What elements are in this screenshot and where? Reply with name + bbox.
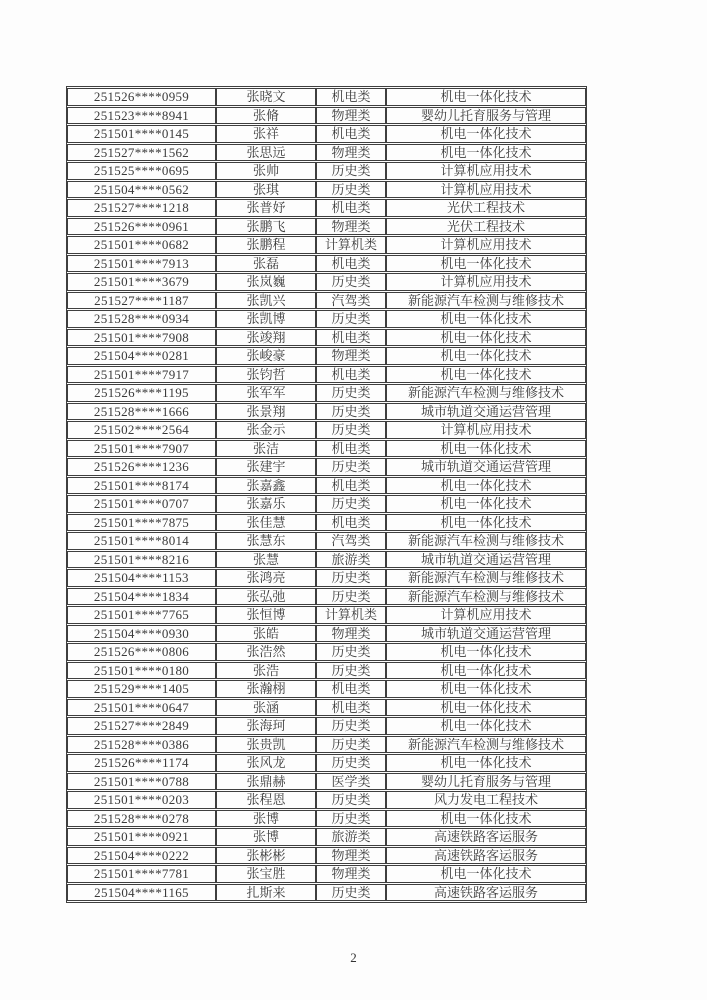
category-cell: 历史类 [316, 717, 386, 735]
candidate-id-cell: 251525****0695 [67, 162, 216, 180]
candidate-name-cell: 张涵 [216, 699, 316, 717]
major-cell: 机电一体化技术 [386, 495, 586, 513]
candidate-name-cell: 张慧东 [216, 532, 316, 550]
table-row [67, 384, 586, 402]
candidate-name-cell: 张凯博 [216, 310, 316, 328]
table-row [67, 366, 586, 384]
major-cell: 婴幼儿托育服务与管理 [386, 107, 586, 125]
major-cell: 机电一体化技术 [386, 310, 586, 328]
major-cell: 机电一体化技术 [386, 88, 586, 106]
candidate-name-cell: 张帅 [216, 162, 316, 180]
category-cell: 物理类 [316, 865, 386, 883]
candidate-id-cell: 251501****8014 [67, 532, 216, 550]
major-cell: 计算机应用技术 [386, 421, 586, 439]
candidate-id-cell: 251501****0203 [67, 791, 216, 809]
table-row [67, 347, 586, 365]
category-cell: 机电类 [316, 199, 386, 217]
table-row [67, 125, 586, 143]
category-cell: 机电类 [316, 514, 386, 532]
table-row [67, 181, 586, 199]
major-cell: 机电一体化技术 [386, 810, 586, 828]
table-row [67, 606, 586, 624]
candidate-name-cell: 张浩然 [216, 643, 316, 661]
table-row [67, 88, 586, 106]
major-cell: 新能源汽车检测与维修技术 [386, 569, 586, 587]
candidate-name-cell: 张佳慧 [216, 514, 316, 532]
major-cell: 高速铁路客运服务 [386, 884, 586, 902]
category-cell: 历史类 [316, 403, 386, 421]
candidate-name-cell: 张建宇 [216, 458, 316, 476]
candidate-id-cell: 251501****7875 [67, 514, 216, 532]
major-cell: 机电一体化技术 [386, 699, 586, 717]
major-cell: 机电一体化技术 [386, 680, 586, 698]
candidate-id-cell: 251501****0180 [67, 662, 216, 680]
category-cell: 机电类 [316, 125, 386, 143]
category-cell: 历史类 [316, 458, 386, 476]
candidate-name-cell: 张普妤 [216, 199, 316, 217]
table-row [67, 791, 586, 809]
major-cell: 机电一体化技术 [386, 125, 586, 143]
candidate-id-cell: 251502****2564 [67, 421, 216, 439]
table-row [67, 551, 586, 569]
major-cell: 机电一体化技术 [386, 329, 586, 347]
major-cell: 计算机应用技术 [386, 181, 586, 199]
major-cell: 新能源汽车检测与维修技术 [386, 588, 586, 606]
major-cell: 机电一体化技术 [386, 366, 586, 384]
candidate-id-cell: 251501****7907 [67, 440, 216, 458]
candidate-name-cell: 张洁 [216, 440, 316, 458]
major-cell: 机电一体化技术 [386, 440, 586, 458]
candidate-name-cell: 张竣翔 [216, 329, 316, 347]
major-cell: 计算机应用技术 [386, 162, 586, 180]
candidate-id-cell: 251523****8941 [67, 107, 216, 125]
candidate-name-cell: 张鹏飞 [216, 218, 316, 236]
table-row [67, 107, 586, 125]
category-cell: 历史类 [316, 181, 386, 199]
major-cell: 计算机应用技术 [386, 236, 586, 254]
candidate-name-cell: 张鼎赫 [216, 773, 316, 791]
candidate-name-cell: 张峻豪 [216, 347, 316, 365]
candidate-name-cell: 张贵凯 [216, 736, 316, 754]
category-cell: 机电类 [316, 255, 386, 273]
major-cell: 新能源汽车检测与维修技术 [386, 384, 586, 402]
table-row [67, 495, 586, 513]
candidate-name-cell: 张鸿亮 [216, 569, 316, 587]
candidate-id-cell: 251504****1165 [67, 884, 216, 902]
roster-table [67, 87, 586, 902]
table-row [67, 699, 586, 717]
major-cell: 机电一体化技术 [386, 643, 586, 661]
major-cell: 光伏工程技术 [386, 218, 586, 236]
table-row [67, 458, 586, 476]
category-cell: 历史类 [316, 495, 386, 513]
candidate-name-cell: 张岚巍 [216, 273, 316, 291]
candidate-id-cell: 251504****0562 [67, 181, 216, 199]
major-cell: 婴幼儿托育服务与管理 [386, 773, 586, 791]
candidate-id-cell: 251501****8216 [67, 551, 216, 569]
candidate-id-cell: 251526****0961 [67, 218, 216, 236]
candidate-name-cell: 张琪 [216, 181, 316, 199]
category-cell: 物理类 [316, 218, 386, 236]
category-cell: 历史类 [316, 162, 386, 180]
major-cell: 新能源汽车检测与维修技术 [386, 292, 586, 310]
table-row [67, 273, 586, 291]
candidate-id-cell: 251526****1236 [67, 458, 216, 476]
candidate-id-cell: 251526****0959 [67, 88, 216, 106]
candidate-id-cell: 251501****7908 [67, 329, 216, 347]
category-cell: 历史类 [316, 273, 386, 291]
table-row [67, 717, 586, 735]
candidate-id-cell: 251526****1195 [67, 384, 216, 402]
table-row [67, 199, 586, 217]
category-cell: 历史类 [316, 791, 386, 809]
major-cell: 城市轨道交通运营管理 [386, 403, 586, 421]
category-cell: 机电类 [316, 680, 386, 698]
candidate-id-cell: 251504****1834 [67, 588, 216, 606]
major-cell: 城市轨道交通运营管理 [386, 551, 586, 569]
category-cell: 机电类 [316, 699, 386, 717]
table-row [67, 569, 586, 587]
candidate-name-cell: 张晓文 [216, 88, 316, 106]
category-cell: 历史类 [316, 810, 386, 828]
major-cell: 机电一体化技术 [386, 754, 586, 772]
table-row [67, 403, 586, 421]
candidate-id-cell: 251501****3679 [67, 273, 216, 291]
candidate-id-cell: 251526****0806 [67, 643, 216, 661]
category-cell: 医学类 [316, 773, 386, 791]
category-cell: 机电类 [316, 440, 386, 458]
candidate-id-cell: 251504****0281 [67, 347, 216, 365]
table-row [67, 736, 586, 754]
table-row [67, 329, 586, 347]
candidate-name-cell: 张博 [216, 828, 316, 846]
table-row [67, 255, 586, 273]
category-cell: 历史类 [316, 310, 386, 328]
candidate-name-cell: 张博 [216, 810, 316, 828]
major-cell: 机电一体化技术 [386, 477, 586, 495]
table-row [67, 754, 586, 772]
category-cell: 历史类 [316, 643, 386, 661]
category-cell: 计算机类 [316, 606, 386, 624]
candidate-id-cell: 251501****0682 [67, 236, 216, 254]
table-row [67, 440, 586, 458]
major-cell: 计算机应用技术 [386, 273, 586, 291]
major-cell: 新能源汽车检测与维修技术 [386, 736, 586, 754]
candidate-id-cell: 251501****7913 [67, 255, 216, 273]
table-row [67, 643, 586, 661]
major-cell: 风力发电工程技术 [386, 791, 586, 809]
candidate-name-cell: 张军军 [216, 384, 316, 402]
candidate-name-cell: 张海珂 [216, 717, 316, 735]
candidate-id-cell: 251527****1562 [67, 144, 216, 162]
major-cell: 新能源汽车检测与维修技术 [386, 532, 586, 550]
major-cell: 光伏工程技术 [386, 199, 586, 217]
category-cell: 机电类 [316, 329, 386, 347]
table-row [67, 236, 586, 254]
table-row [67, 588, 586, 606]
category-cell: 旅游类 [316, 551, 386, 569]
candidate-id-cell: 251529****1405 [67, 680, 216, 698]
candidate-id-cell: 251504****1153 [67, 569, 216, 587]
table-row [67, 162, 586, 180]
candidate-id-cell: 251501****0145 [67, 125, 216, 143]
table-row [67, 773, 586, 791]
candidate-id-cell: 251501****8174 [67, 477, 216, 495]
major-cell: 机电一体化技术 [386, 347, 586, 365]
candidate-name-cell: 张慧 [216, 551, 316, 569]
candidate-id-cell: 251528****0934 [67, 310, 216, 328]
table-row [67, 625, 586, 643]
candidate-name-cell: 张彬彬 [216, 847, 316, 865]
table-row [67, 421, 586, 439]
candidate-id-cell: 251526****1174 [67, 754, 216, 772]
candidate-name-cell: 张凯兴 [216, 292, 316, 310]
candidate-name-cell: 张瀚栩 [216, 680, 316, 698]
table-row [67, 514, 586, 532]
table-row [67, 680, 586, 698]
page-number: 2 [350, 950, 357, 965]
candidate-name-cell: 张鹏程 [216, 236, 316, 254]
major-cell: 机电一体化技术 [386, 662, 586, 680]
major-cell: 城市轨道交通运营管理 [386, 625, 586, 643]
candidate-id-cell: 251504****0222 [67, 847, 216, 865]
category-cell: 物理类 [316, 107, 386, 125]
category-cell: 汽驾类 [316, 292, 386, 310]
category-cell: 计算机类 [316, 236, 386, 254]
candidate-name-cell: 张嘉鑫 [216, 477, 316, 495]
candidate-name-cell: 张恒博 [216, 606, 316, 624]
category-cell: 历史类 [316, 588, 386, 606]
category-cell: 历史类 [316, 421, 386, 439]
category-cell: 历史类 [316, 736, 386, 754]
candidate-name-cell: 张思远 [216, 144, 316, 162]
category-cell: 物理类 [316, 625, 386, 643]
major-cell: 机电一体化技术 [386, 144, 586, 162]
category-cell: 机电类 [316, 477, 386, 495]
candidate-id-cell: 251527****1187 [67, 292, 216, 310]
major-cell: 机电一体化技术 [386, 255, 586, 273]
category-cell: 历史类 [316, 884, 386, 902]
category-cell: 机电类 [316, 366, 386, 384]
candidate-name-cell: 张磊 [216, 255, 316, 273]
candidate-id-cell: 251501****7781 [67, 865, 216, 883]
candidate-name-cell: 张程恩 [216, 791, 316, 809]
candidate-id-cell: 251501****7765 [67, 606, 216, 624]
category-cell: 旅游类 [316, 828, 386, 846]
candidate-name-cell: 张景翔 [216, 403, 316, 421]
category-cell: 物理类 [316, 144, 386, 162]
table-row [67, 865, 586, 883]
table-row [67, 810, 586, 828]
table-row [67, 218, 586, 236]
category-cell: 物理类 [316, 847, 386, 865]
candidate-id-cell: 251501****0788 [67, 773, 216, 791]
table-row [67, 884, 586, 902]
candidate-name-cell: 张嘉乐 [216, 495, 316, 513]
table-row [67, 310, 586, 328]
candidate-name-cell: 张祥 [216, 125, 316, 143]
category-cell: 历史类 [316, 384, 386, 402]
candidate-id-cell: 251527****1218 [67, 199, 216, 217]
candidate-name-cell: 张金示 [216, 421, 316, 439]
major-cell: 机电一体化技术 [386, 514, 586, 532]
major-cell: 机电一体化技术 [386, 865, 586, 883]
candidate-id-cell: 251501****0707 [67, 495, 216, 513]
major-cell: 高速铁路客运服务 [386, 847, 586, 865]
roster-table-body [67, 88, 586, 901]
candidate-name-cell: 张宝胜 [216, 865, 316, 883]
table-row [67, 828, 586, 846]
candidate-name-cell: 张浩 [216, 662, 316, 680]
category-cell: 汽驾类 [316, 532, 386, 550]
candidate-id-cell: 251528****0278 [67, 810, 216, 828]
category-cell: 物理类 [316, 347, 386, 365]
table-row [67, 847, 586, 865]
table-row [67, 662, 586, 680]
category-cell: 历史类 [316, 754, 386, 772]
category-cell: 历史类 [316, 569, 386, 587]
table-row [67, 144, 586, 162]
major-cell: 机电一体化技术 [386, 717, 586, 735]
candidate-id-cell: 251501****0921 [67, 828, 216, 846]
candidate-id-cell: 251528****1666 [67, 403, 216, 421]
candidate-name-cell: 张钧哲 [216, 366, 316, 384]
candidate-id-cell: 251504****0930 [67, 625, 216, 643]
candidate-id-cell: 251501****7917 [67, 366, 216, 384]
candidate-name-cell: 张脩 [216, 107, 316, 125]
table-row [67, 532, 586, 550]
candidate-name-cell: 张皓 [216, 625, 316, 643]
major-cell: 城市轨道交通运营管理 [386, 458, 586, 476]
major-cell: 高速铁路客运服务 [386, 828, 586, 846]
candidate-id-cell: 251501****0647 [67, 699, 216, 717]
major-cell: 计算机应用技术 [386, 606, 586, 624]
candidate-name-cell: 张弘弛 [216, 588, 316, 606]
candidate-name-cell: 张风龙 [216, 754, 316, 772]
candidate-name-cell: 扎斯来 [216, 884, 316, 902]
candidate-id-cell: 251527****2849 [67, 717, 216, 735]
table-row [67, 292, 586, 310]
category-cell: 机电类 [316, 88, 386, 106]
table-row [67, 477, 586, 495]
candidate-id-cell: 251528****0386 [67, 736, 216, 754]
admission-list-table [66, 86, 587, 903]
category-cell: 历史类 [316, 662, 386, 680]
